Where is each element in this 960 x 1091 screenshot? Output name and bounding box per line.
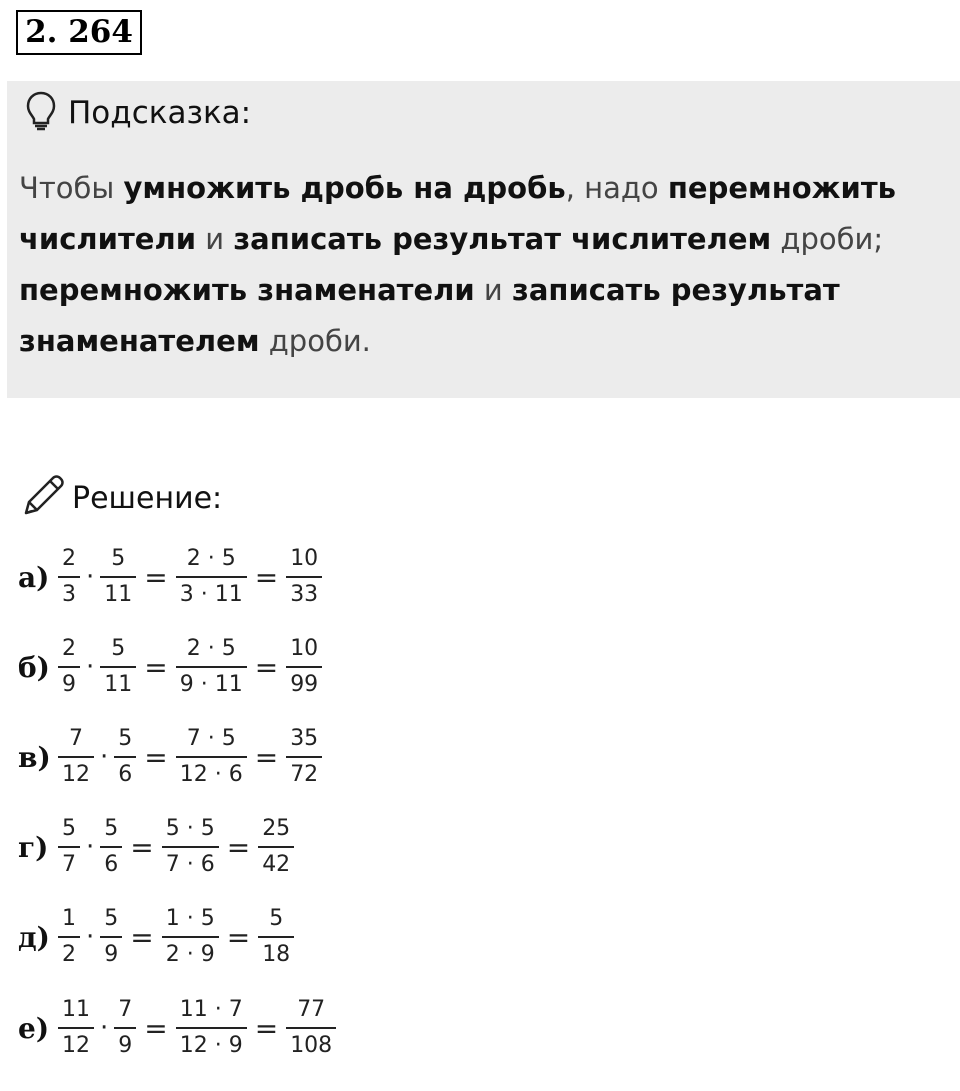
numerator: 10 bbox=[286, 544, 322, 578]
denominator: 99 bbox=[290, 672, 319, 697]
task-number: 2. 264 bbox=[16, 10, 142, 55]
numerator: 1 · 5 bbox=[162, 904, 219, 938]
denominator: 108 bbox=[290, 1033, 333, 1058]
hint-bold-segment: записать результат числителем bbox=[233, 222, 772, 256]
hint-bold-segment: записать результат знаменателем bbox=[19, 273, 840, 358]
numerator: 7 · 5 bbox=[176, 724, 247, 758]
fraction-first bbox=[58, 904, 80, 970]
numerator: 2 · 5 bbox=[176, 634, 247, 668]
denominator: 9 bbox=[62, 672, 76, 697]
numerator: 7 bbox=[58, 724, 94, 758]
denominator: 42 bbox=[262, 852, 291, 877]
equals-sign: = bbox=[254, 740, 279, 774]
pencil-icon bbox=[20, 473, 66, 523]
fraction-product bbox=[176, 544, 247, 610]
fraction-product bbox=[176, 995, 247, 1061]
denominator: 6 bbox=[104, 852, 119, 877]
fraction-result bbox=[286, 995, 336, 1061]
item-letter: д) bbox=[18, 920, 50, 954]
solution-item bbox=[18, 722, 322, 792]
denominator: 12 · 6 bbox=[179, 762, 243, 787]
denominator: 12 bbox=[62, 762, 90, 787]
fraction-first bbox=[58, 814, 80, 880]
denominator: 9 bbox=[104, 942, 119, 967]
equals-sign: = bbox=[130, 830, 154, 864]
fraction-product bbox=[176, 724, 247, 790]
denominator: 7 bbox=[62, 852, 76, 877]
denominator: 9 · 11 bbox=[179, 672, 243, 697]
numerator: 2 bbox=[58, 544, 80, 578]
denominator: 11 bbox=[104, 582, 133, 607]
numerator: 11 bbox=[58, 995, 94, 1029]
numerator: 5 bbox=[58, 814, 80, 848]
equals-sign: = bbox=[130, 920, 154, 954]
numerator: 5 · 5 bbox=[162, 814, 219, 848]
fraction-first bbox=[58, 724, 94, 790]
hint-bold-segment: перемножить знаменатели bbox=[19, 273, 475, 307]
hint-text-segment: дроби. bbox=[259, 324, 371, 358]
fraction-result bbox=[286, 724, 322, 790]
fraction-second bbox=[114, 995, 136, 1061]
item-letter: е) bbox=[18, 1011, 50, 1045]
fraction-result bbox=[258, 814, 294, 880]
equals-sign: = bbox=[254, 1011, 279, 1045]
equals-sign: = bbox=[144, 740, 168, 774]
fraction-product bbox=[162, 814, 219, 880]
item-letter: б) bbox=[18, 650, 50, 684]
hint-header bbox=[26, 93, 251, 133]
numerator: 10 bbox=[286, 634, 322, 668]
denominator: 6 bbox=[118, 762, 133, 787]
hint-bold-segment: умножить дробь на дробь bbox=[123, 171, 566, 205]
hint-text-segment: и bbox=[196, 222, 234, 256]
multiply-sign: · bbox=[100, 1013, 109, 1043]
solution-item bbox=[18, 902, 294, 972]
fraction-second bbox=[100, 544, 136, 610]
multiply-sign: · bbox=[86, 562, 95, 592]
numerator: 11 · 7 bbox=[176, 995, 247, 1029]
fraction-second bbox=[114, 724, 136, 790]
multiply-sign: · bbox=[86, 652, 95, 682]
hint-text-segment: дроби; bbox=[771, 222, 884, 256]
denominator: 2 · 9 bbox=[165, 942, 215, 967]
equals-sign: = bbox=[144, 560, 168, 594]
denominator: 18 bbox=[262, 942, 291, 967]
numerator: 77 bbox=[286, 995, 336, 1029]
hint-panel bbox=[7, 81, 960, 398]
equals-sign: = bbox=[226, 830, 251, 864]
denominator: 9 bbox=[118, 1033, 133, 1058]
numerator: 5 bbox=[258, 904, 294, 938]
hint-text-segment: и bbox=[474, 273, 512, 307]
multiply-sign: · bbox=[100, 742, 109, 772]
denominator: 7 · 6 bbox=[165, 852, 215, 877]
numerator: 2 bbox=[58, 634, 80, 668]
fraction-second bbox=[100, 904, 122, 970]
fraction-result bbox=[258, 904, 294, 970]
equals-sign: = bbox=[226, 920, 251, 954]
item-letter: а) bbox=[18, 560, 50, 594]
hint-text bbox=[19, 163, 954, 367]
numerator: 2 · 5 bbox=[176, 544, 247, 578]
equals-sign: = bbox=[254, 650, 279, 684]
multiply-sign: · bbox=[86, 832, 95, 862]
solution-item bbox=[18, 812, 294, 882]
numerator: 5 bbox=[100, 634, 136, 668]
numerator: 25 bbox=[258, 814, 294, 848]
item-letter: г) bbox=[18, 830, 49, 864]
fraction-first bbox=[58, 544, 80, 610]
fraction-first bbox=[58, 634, 80, 700]
multiply-sign: · bbox=[86, 922, 95, 952]
solution-title: Решение: bbox=[72, 480, 223, 516]
item-letter: в) bbox=[18, 740, 51, 774]
solution-item bbox=[18, 542, 322, 612]
denominator: 11 bbox=[104, 672, 133, 697]
denominator: 33 bbox=[290, 582, 319, 607]
fraction-product bbox=[176, 634, 247, 700]
equals-sign: = bbox=[144, 650, 168, 684]
lightbulb-icon bbox=[26, 91, 56, 135]
denominator: 3 bbox=[62, 582, 76, 607]
numerator: 1 bbox=[58, 904, 80, 938]
hint-bold-segment: перемножить числители bbox=[19, 171, 897, 256]
fraction-second bbox=[100, 634, 136, 700]
solution-item bbox=[18, 632, 322, 702]
fraction-product bbox=[162, 904, 219, 970]
fraction-second bbox=[100, 814, 122, 880]
numerator: 5 bbox=[100, 904, 122, 938]
denominator: 2 bbox=[62, 942, 76, 967]
equals-sign: = bbox=[144, 1011, 168, 1045]
hint-text-segment: Чтобы bbox=[19, 171, 124, 205]
numerator: 35 bbox=[286, 724, 322, 758]
equals-sign: = bbox=[254, 560, 279, 594]
denominator: 12 · 9 bbox=[179, 1033, 243, 1058]
numerator: 7 bbox=[114, 995, 136, 1029]
fraction-result bbox=[286, 634, 322, 700]
numerator: 5 bbox=[114, 724, 136, 758]
hint-text-segment: , надо bbox=[565, 171, 668, 205]
solution-header bbox=[20, 474, 222, 522]
fraction-result bbox=[286, 544, 322, 610]
hint-title: Подсказка: bbox=[68, 95, 252, 131]
fraction-first bbox=[58, 995, 94, 1061]
numerator: 5 bbox=[100, 544, 136, 578]
numerator: 5 bbox=[100, 814, 122, 848]
solution-item bbox=[18, 993, 336, 1063]
denominator: 3 · 11 bbox=[179, 582, 243, 607]
denominator: 72 bbox=[290, 762, 319, 787]
denominator: 12 bbox=[62, 1033, 90, 1058]
